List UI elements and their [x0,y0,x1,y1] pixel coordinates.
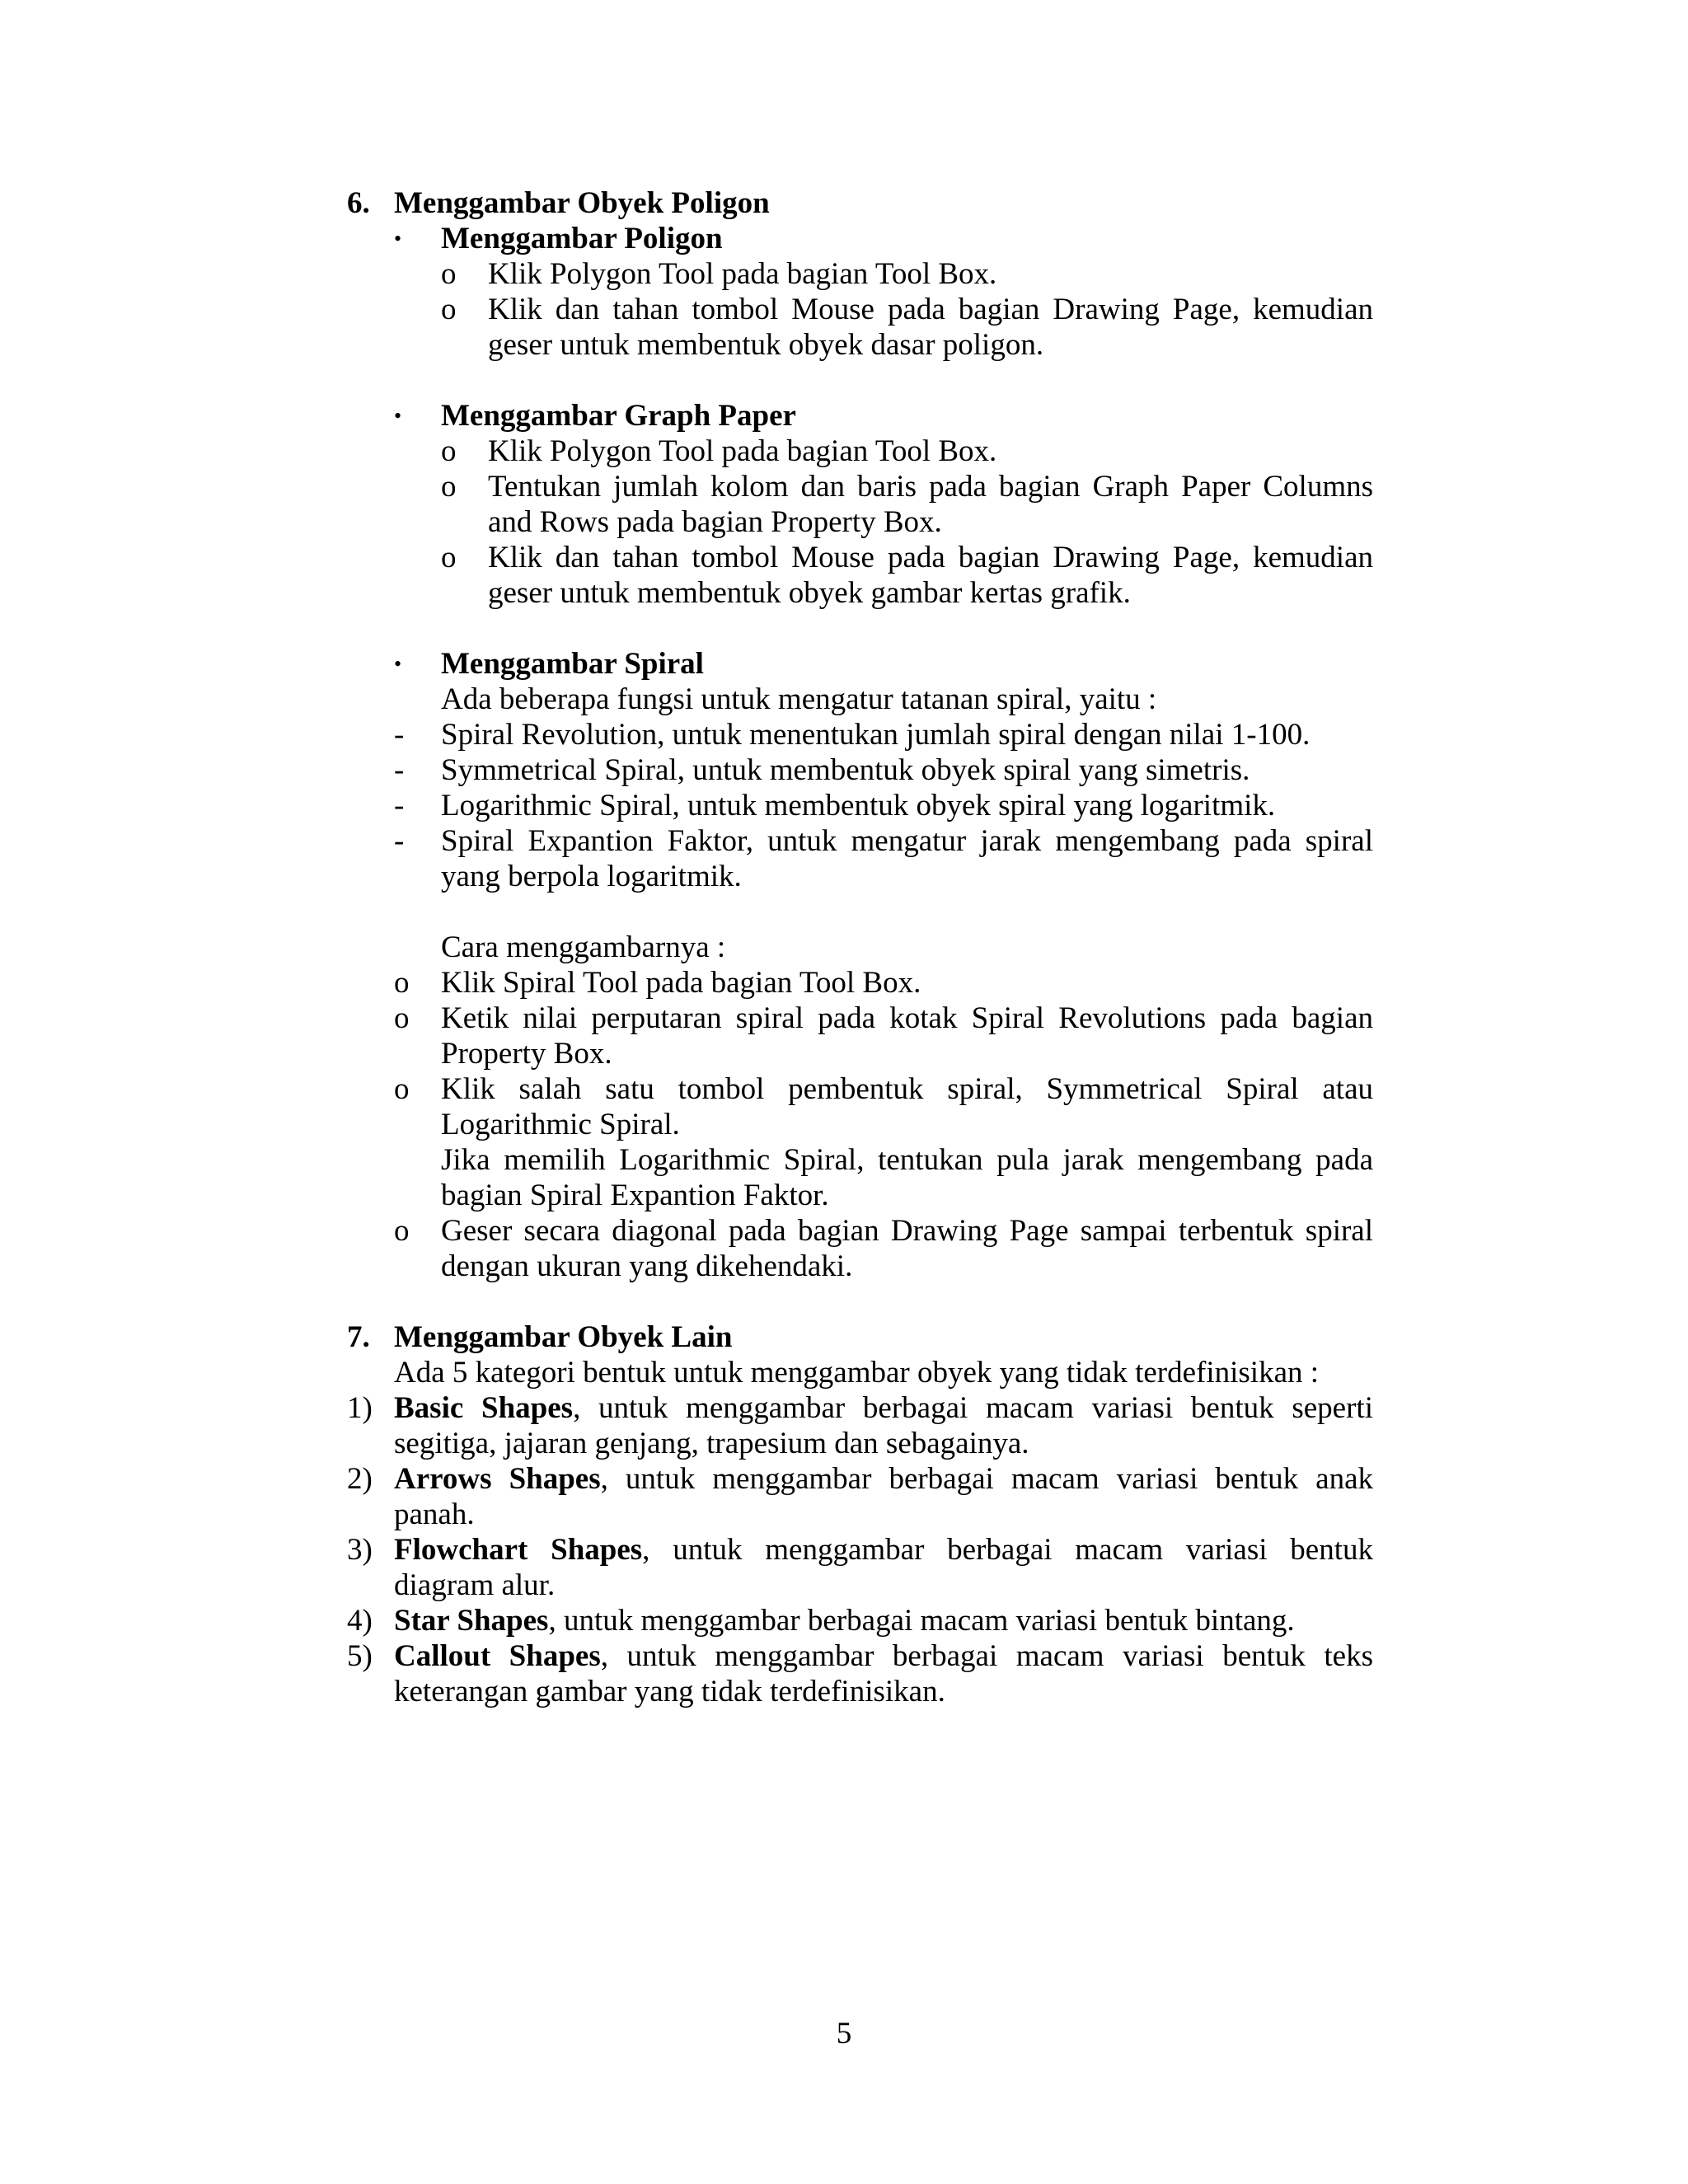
dash-bullet-icon: - [394,718,405,752]
circle-bullet-icon: o [441,257,457,291]
circle-bullet-icon: o [394,1001,410,1035]
list-item-text: Klik salah satu tombol pembentuk spiral, Symmetrical Spiral atau Logarithmic Spiral. [441,1072,1373,1141]
list-item-text: Logarithmic Spiral, untuk membentuk obyek spiral yang logaritmik. [441,789,1276,823]
section-number: 7. [347,1320,370,1354]
list-item-text: Klik dan tahan tombol Mouse pada bagian Drawing Page, kemudian geser untuk membentuk obyek dasar poligon. [488,293,1373,362]
list-item-note: Jika memilih Logarithmic Spiral, tentukan pula jarak mengembang pada bagian Spiral Expantion Faktor. [441,1143,1373,1212]
list-item [347,1532,1373,1603]
circle-bullet-icon: o [441,470,457,504]
list-item [394,717,1373,752]
shape-term: Star Shapes [394,1604,549,1638]
list-item [394,788,1373,823]
list-item-text: Klik Polygon Tool pada bagian Tool Box. [488,434,997,468]
list-item [394,1001,1373,1071]
list-number: 1) [347,1391,373,1425]
shape-term: Callout Shapes [394,1639,601,1673]
list-number: 4) [347,1604,373,1638]
list-item [394,1213,1373,1284]
list-number: 2) [347,1462,373,1496]
circle-bullet-icon: o [394,1214,410,1248]
shape-term: Basic Shapes [394,1391,574,1425]
list-number: 5) [347,1639,373,1673]
list-item [394,752,1373,788]
subsection-poligon-heading [394,221,1373,256]
bullet-icon: • [394,227,402,251]
list-item-text: Klik Polygon Tool pada bagian Tool Box. [488,257,997,291]
section-7-heading [347,1319,1373,1355]
list-item [441,292,1373,363]
subsection-graph-paper-heading [394,398,1373,434]
list-item [347,1390,1373,1461]
shape-desc: , untuk menggambar berbagai macam variasi bentuk bintang. [548,1604,1295,1638]
list-item-text: Symmetrical Spiral, untuk membentuk obyek spiral yang simetris. [441,753,1250,787]
list-item-text: Klik Spiral Tool pada bagian Tool Box. [441,966,921,1000]
bullet-icon: • [394,652,402,676]
dash-bullet-icon: - [394,789,405,823]
list-item [441,540,1373,611]
subsection-spiral-heading [394,646,1373,682]
shape-desc: , untuk menggambar berbagai macam variasi bentuk seperti segitiga, jajaran genjang, trapesium dan sebagainya. [394,1391,1373,1460]
steps-intro: Cara menggambarnya : [441,930,726,964]
section-title: Menggambar Obyek Lain [394,1320,733,1354]
section-7-intro: Ada 5 kategori bentuk untuk menggambar obyek yang tidak terdefinisikan : [394,1356,1320,1390]
shape-term: Arrows Shapes [394,1462,601,1496]
list-item [394,1071,1373,1213]
circle-bullet-icon: o [441,541,457,574]
page-number: 5 [836,2017,852,2050]
dash-bullet-icon: - [394,753,405,787]
section-number: 6. [347,186,370,220]
subsection-title: Menggambar Spiral [441,647,704,681]
list-item-text: Klik dan tahan tombol Mouse pada bagian Drawing Page, kemudian geser untuk membentuk obyek gambar kertas grafik. [488,541,1373,610]
shape-term: Flowchart Shapes [394,1533,643,1567]
list-item-text: Geser secara diagonal pada bagian Drawing Page sampai terbentuk spiral dengan ukuran yang dikehendaki. [441,1214,1373,1283]
dash-bullet-icon: - [394,824,405,858]
list-item-text: Ketik nilai perputaran spiral pada kotak Spiral Revolutions pada bagian Property Box. [441,1001,1373,1071]
page-content [347,185,1373,1709]
circle-bullet-icon: o [441,434,457,468]
list-item-text: Tentukan jumlah kolom dan baris pada bagian Graph Paper Columns and Rows pada bagian Property Box. [488,470,1373,539]
list-item-text: Spiral Expantion Faktor, untuk mengatur jarak mengembang pada spiral yang berpola logaritmik. [441,824,1373,893]
list-number: 3) [347,1533,373,1567]
shape-desc: , untuk menggambar berbagai macam variasi bentuk teks keterangan gambar yang tidak terdefinisikan. [394,1639,1373,1708]
subsection-title: Menggambar Poligon [441,222,723,255]
section-title: Menggambar Obyek Poligon [394,186,770,220]
subsection-title: Menggambar Graph Paper [441,399,796,433]
list-item-text: Spiral Revolution, untuk menentukan jumlah spiral dengan nilai 1-100. [441,718,1311,752]
list-item [347,1461,1373,1532]
list-item [441,469,1373,540]
circle-bullet-icon: o [441,293,457,326]
list-item [347,1638,1373,1709]
bullet-icon: • [394,404,402,428]
list-item [347,1603,1373,1638]
list-item [441,434,1373,469]
list-item [441,256,1373,292]
circle-bullet-icon: o [394,966,410,1000]
spiral-intro: Ada beberapa fungsi untuk mengatur tatanan spiral, yaitu : [441,682,1157,716]
list-item [394,965,1373,1001]
section-6-heading [347,185,1373,221]
circle-bullet-icon: o [394,1072,410,1106]
shape-desc: , untuk menggambar berbagai macam variasi bentuk diagram alur. [394,1533,1373,1602]
shape-desc: , untuk menggambar berbagai macam variasi bentuk anak panah. [394,1462,1373,1531]
list-item [394,823,1373,894]
